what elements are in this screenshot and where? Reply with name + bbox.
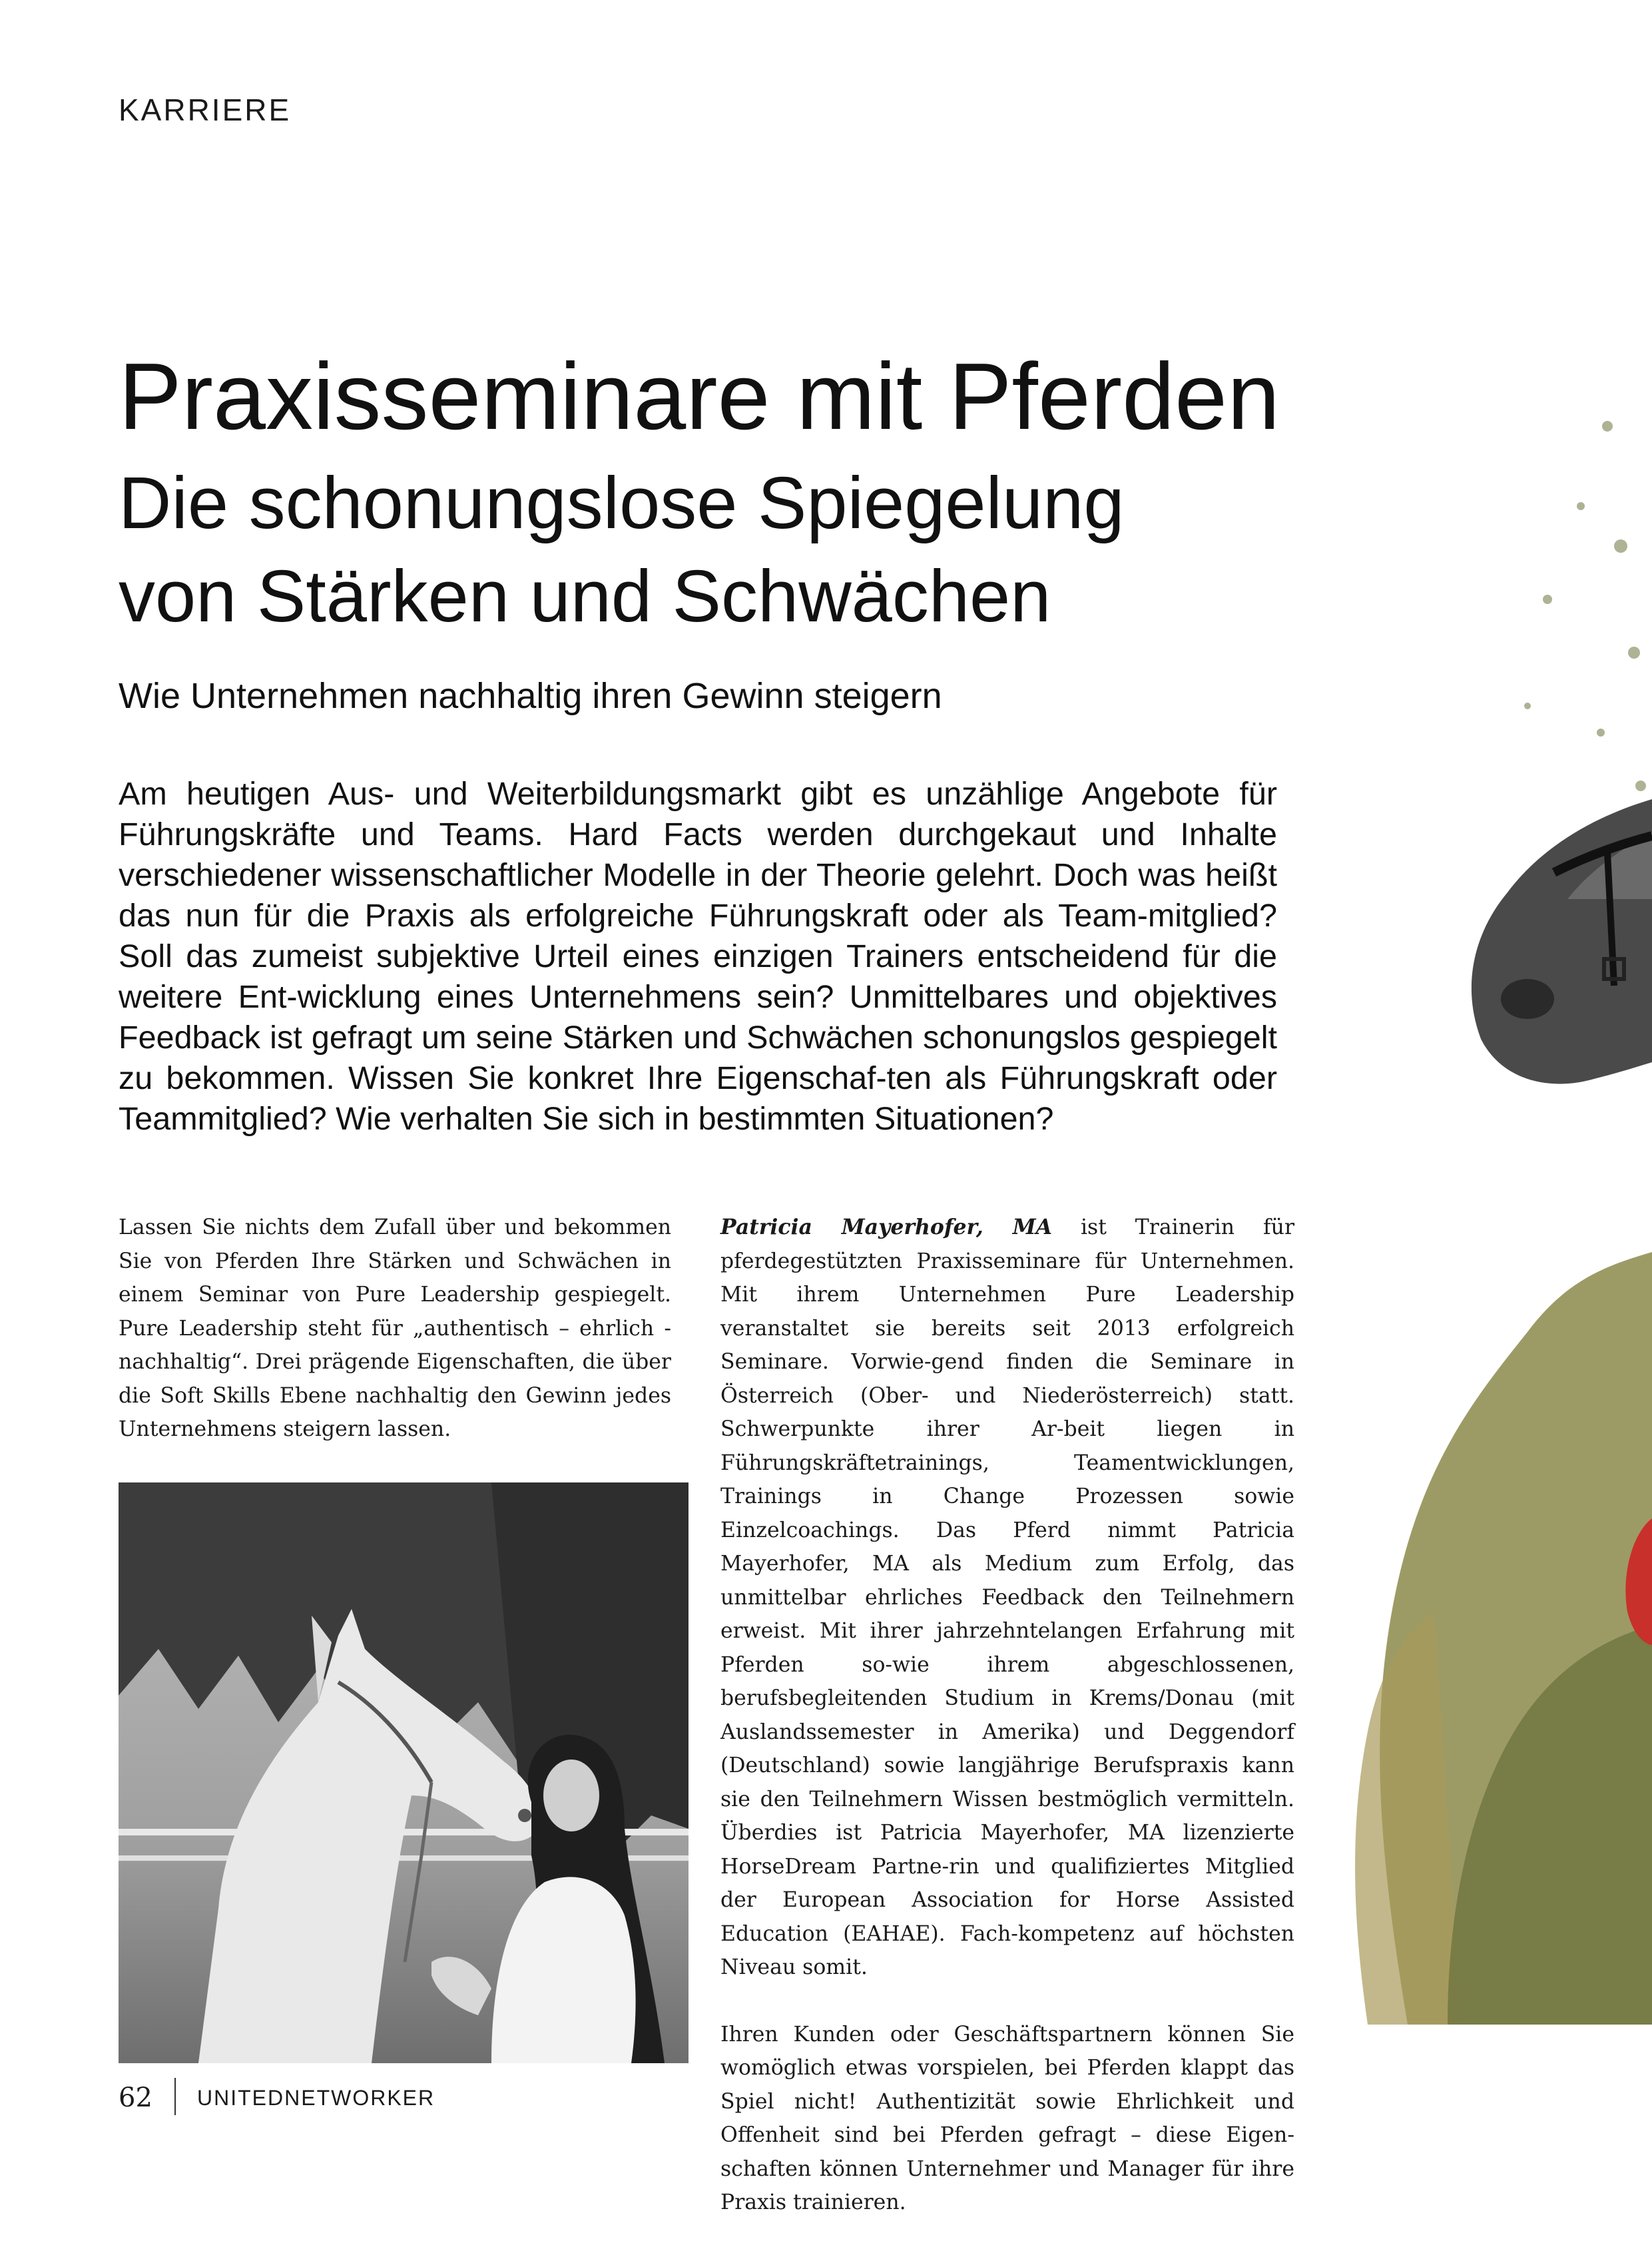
- subtitle-line-1: Die schonungslose Spiegelung: [119, 462, 1125, 544]
- publication-name: UNITEDNETWORKER: [197, 2086, 435, 2110]
- article-title: Praxisseminare mit Pferden: [119, 344, 1280, 450]
- subtitle-line-2: von Stärken und Schwächen: [119, 555, 1051, 637]
- article-tagline: Wie Unternehmen nachhaltig ihren Gewinn steigern: [119, 676, 942, 716]
- bio-text: ist Trainerin für pferdegestützten Praxisseminare für Unternehmen. Mit ihrem Unternehmen Pure Leadership veranstaltet sie bereits seit 2013 erfolgreich Seminare. Vorwie-gend finden die Seminare in Österreich (Ober- und Niederösterreich) statt. Schwerpunkte ihrer Ar-beit liegen in Führungskräftetrainings, Teamentwicklungen, Trainings in Change Prozessen sowie Einzelcoachings. Das Pferd nimmt Patricia Mayerhofer, MA als Medium zum Erfolg, das unmittelbar ehrliches Feedback den Teilnehmern erweist. Mit ihrer jahrzehntelangen Erfahrung mit Pferden so-wie ihrem abgeschlossenen, berufsbegleitenden Studium in Krems/Donau (mit Auslandssemester in Amerika) und Deggendorf (Deutschland) sowie langjährige Berufspraxis kann sie den Teilnehmern Wissen bestmöglich vermitteln. Überdies ist Patricia Mayerhofer, MA lizenzierte HorseDream Partne-rin und qualifiziertes Mitglied der European Association for Horse Assisted Education (EAHAE). Fach-kompetenz auf höchsten Niveau somit.: [720, 1215, 1295, 1979]
- right-column-text: [720, 1211, 1294, 2253]
- bio-paragraph: [720, 1211, 1294, 1985]
- article-subtitle: [119, 457, 1384, 643]
- footer-divider: [174, 2078, 176, 2115]
- left-column-text: Lassen Sie nichts dem Zufall über und bekommen Sie von Pferden Ihre Stärken und Schwächen in einem Seminar von Pure Leadership gespiegelt. Pure Leadership steht für „authentisch – ehrlich - nachhaltig“. Drei prägende Eigenschaften, die über die Soft Skills Ebene nachhaltig den Gewinn jedes Unternehmens steigern lassen.: [119, 1215, 671, 1441]
- author-name: Patricia Mayerhofer, MA: [720, 1215, 1053, 1239]
- lead-paragraph: Am heutigen Aus- und Weiterbildungsmarkt gibt es unzählige Angebote für Führungskräfte und Teams. Hard Facts werden durchgekaut und Inhalte verschiedener wissenschaftlicher Modelle in der Theorie gelehrt. Doch was heißt das nun für die Praxis als erfolgreiche Führungskraft oder als Team-mitglied? Soll das zumeist subjektive Urteil eines einzigen Trainers entscheidend für die weitere Ent-wicklung eines Unternehmens sein? Unmittelbares und objektives Feedback ist gefragt um seine Stärken und Schwächen schonungslos gespiegelt zu bekommen. Wissen Sie konkret Ihre Eigenschaf-ten als Führungskraft oder Teammitglied? Wie verhalten Sie sich in bestimmten Situationen?: [119, 776, 1277, 1137]
- page-number: 62: [119, 2083, 152, 2113]
- section-label: KARRIERE: [119, 93, 292, 127]
- closing-paragraph: Ihren Kunden oder Geschäftspartnern können Sie womöglich etwas vorspielen, bei Pferden klappt das Spiel nicht! Authentizität sowie Ehrlichkeit und Offenheit sind bei Pferden gefragt – diese Eigen-schaften können Unternehmer und Manager für ihre Praxis trainieren.: [720, 2022, 1294, 2214]
- horse-and-woman-photo: [119, 1482, 688, 2063]
- horse-head-photo: [1328, 0, 1652, 2025]
